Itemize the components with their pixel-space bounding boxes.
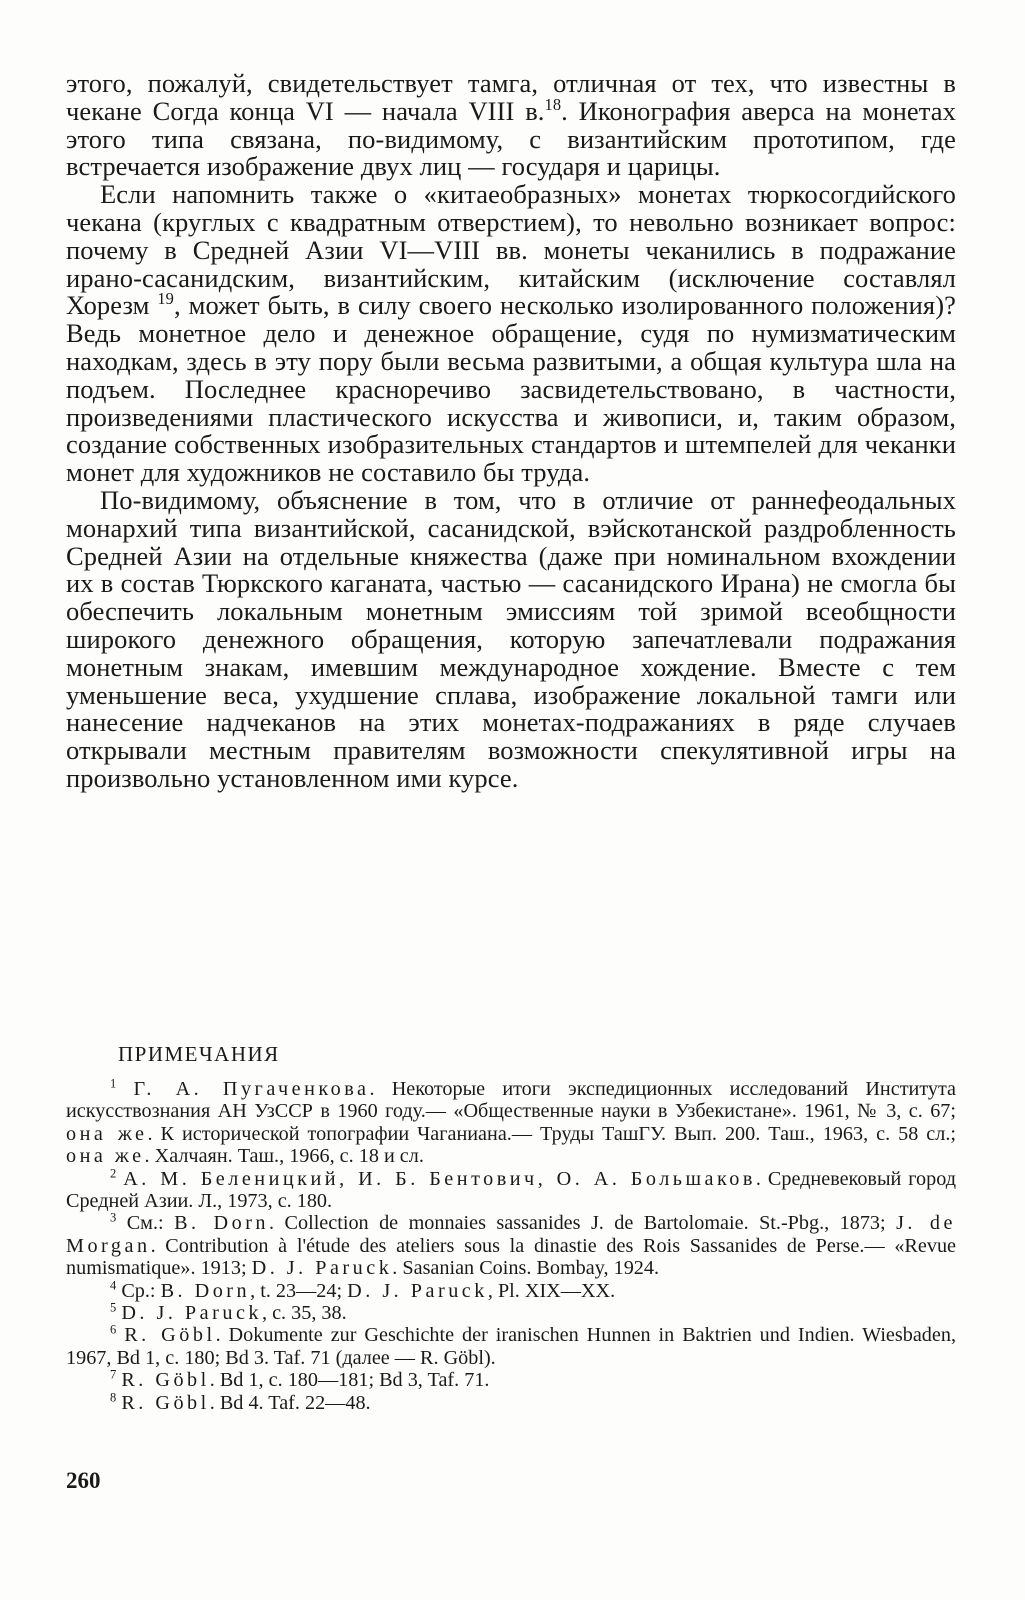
footnote-5: [66, 1302, 956, 1324]
footnote-author: R. Göbl: [121, 1369, 210, 1392]
footnote-author: она же: [66, 1122, 148, 1145]
main-text: [66, 70, 956, 793]
footnote-author: она же: [66, 1145, 145, 1168]
paragraph-1: [66, 70, 956, 181]
footnote-text: . Dokumente zur Geschichte der iranischen Hunnen in Baktrien und Indien. Wiesbaden, 1967, Bd 1, c. 180; Bd 3. Taf. 71 (далее — R. Göbl).: [66, 1324, 957, 1369]
footnote-3: [66, 1212, 956, 1279]
footnote-author: B. Dorn: [174, 1212, 270, 1235]
paragraph-2: [66, 181, 956, 487]
footnote-author: D. J. Paruck: [347, 1279, 488, 1302]
paragraph-1-text: этого, пожалуй, свидетельствует тамга, отличная от тех, что известны в чекане Согда конца VI — начала VIII в.: [66, 68, 956, 126]
footnote-2: [66, 1165, 957, 1213]
footnote-author: А. М. Беленицкий, И. Б. Бентович, О. А. Большаков: [123, 1167, 756, 1190]
paragraph-2-text: Если напомнить также о «китаеобразных» монетах тюркосогдийского чекана (круглых с квадратным отверстием), то невольно возникает вопрос: почему в Средней Азии VI—VIII вв. монеты чеканились в подражание ирано-сасанидским, византийским, китайским (исключение составлял Хорезм: [66, 179, 956, 321]
footnote-author: D. J. Paruck: [121, 1302, 262, 1325]
footnote-text: . Средневековый город Средней Азии. Л., 1973, с. 180.: [66, 1167, 957, 1213]
footnote-text: . Contribution à l'étude des ateliers sous la dinastie des Rois Sassanides de Perse.— «Revue numismatique». 1913;: [66, 1234, 956, 1280]
footnote-text: . Bd 4. Taf. 22—48.: [209, 1391, 371, 1414]
footnote-text: , c. 35, 38.: [262, 1302, 347, 1325]
footnote-author: B. Dorn: [160, 1279, 251, 1302]
footnote-author: Г. А. Пугаченкова: [133, 1078, 370, 1100]
footnote-text: , t. 23—24;: [250, 1279, 348, 1302]
footnote-ref-18: 18: [544, 94, 562, 114]
footnote-7: [66, 1369, 956, 1391]
footnote-text: . Халчаян. Таш., 1966, с. 18 и сл.: [144, 1145, 424, 1168]
footnote-text: См.:: [126, 1212, 175, 1235]
footnote-text: . Bd 1, c. 180—181; Bd 3, Taf. 71.: [209, 1369, 490, 1392]
footnote-text: . Collection de monnaies sassanides J. de Bartolomaie. St.-Pbg., 1873;: [269, 1212, 897, 1235]
footnote-number: 1: [110, 1076, 117, 1091]
footnote-ref-19: 19: [157, 289, 174, 309]
footnote-number: 4: [110, 1277, 117, 1292]
footnotes: [66, 1078, 956, 1414]
footnote-number: 7: [110, 1367, 117, 1382]
footnote-text: . К исторической топографии Чаганиана.— Труды ТашГУ. Вып. 200. Таш., 1963, с. 58 сл.;: [147, 1122, 956, 1145]
footnote-text: . Sasanian Coins. Bombay, 1924.: [392, 1257, 660, 1280]
footnote-author: D. J. Paruck: [251, 1257, 393, 1280]
footnote-number: 6: [110, 1322, 117, 1337]
paragraph-3: По-видимому, объяснение в том, что в отличие от раннефеодальных монархий типа византийской, сасанидской, вэйскотанской раздробленность Средней Азии на отдельные княжества (даже при номинальном вхождении их в состав Тюркского каганата, частью — сасанидского Ирана) не смогла бы обеспечить локальным монетным эмиссиям той зримой всеобщности широкого денежного обращения, которую запечатлевали подражания монетным знакам, имевшим международное хождение. Вместе с тем уменьшение веса, ухудшение сплава, изображение локальной тамги или нанесение надчеканов на этих монетах-подражаниях в ряде случаев открывали местным правителям возможности спекулятивной игры на произвольно установленном ими курсе.: [66, 484, 956, 793]
page-number: 260: [66, 1468, 101, 1493]
footnote-1: [66, 1078, 956, 1168]
footnote-8: [66, 1389, 956, 1414]
footnote-author: R. Göbl: [121, 1391, 210, 1414]
footnote-text: , Pl. XIX—XX.: [487, 1279, 616, 1302]
notes-heading: ПРИМЕЧАНИЯ: [118, 1042, 280, 1066]
footnote-number: 8: [110, 1389, 117, 1404]
footnote-number: 2: [110, 1165, 117, 1180]
paragraph-1-text-cont: . Иконография аверса на монетах этого типа связана, по-видимому, с византийским прототипом, где встречается изображение двух лиц — государя и царицы.: [66, 95, 956, 182]
footnote-number: 5: [110, 1300, 117, 1315]
footnote-number: 3: [110, 1210, 117, 1225]
footnote-4: [66, 1277, 956, 1302]
paragraph-2-text-cont: , может быть, в силу своего несколько изолированного положения)? Ведь монетное дело и денежное обращение, судя по нумизматическим находкам, здесь в эту пору были весьма развитыми, а общая культура шла на подъем. Последнее красноречиво засвидетельствовано, в частности, произведениями пластического искусства и живописи, и, таким образом, создание собственных изобразительных стандартов и штемпелей для чеканки монет для художников не составило бы труда.: [66, 290, 956, 488]
footnote-text: Ср.:: [121, 1279, 161, 1302]
footnote-author: R. Göbl: [124, 1324, 216, 1347]
footnote-author: J. de Morgan: [66, 1212, 956, 1257]
footnote-text: . Некоторые итоги экспедиционных исследований Института искусствознания АН УзССР в 1960 году.— «Общественные науки в Узбекистане». 1961, № 3, с. 67;: [66, 1078, 957, 1123]
footnote-6: [66, 1324, 956, 1369]
